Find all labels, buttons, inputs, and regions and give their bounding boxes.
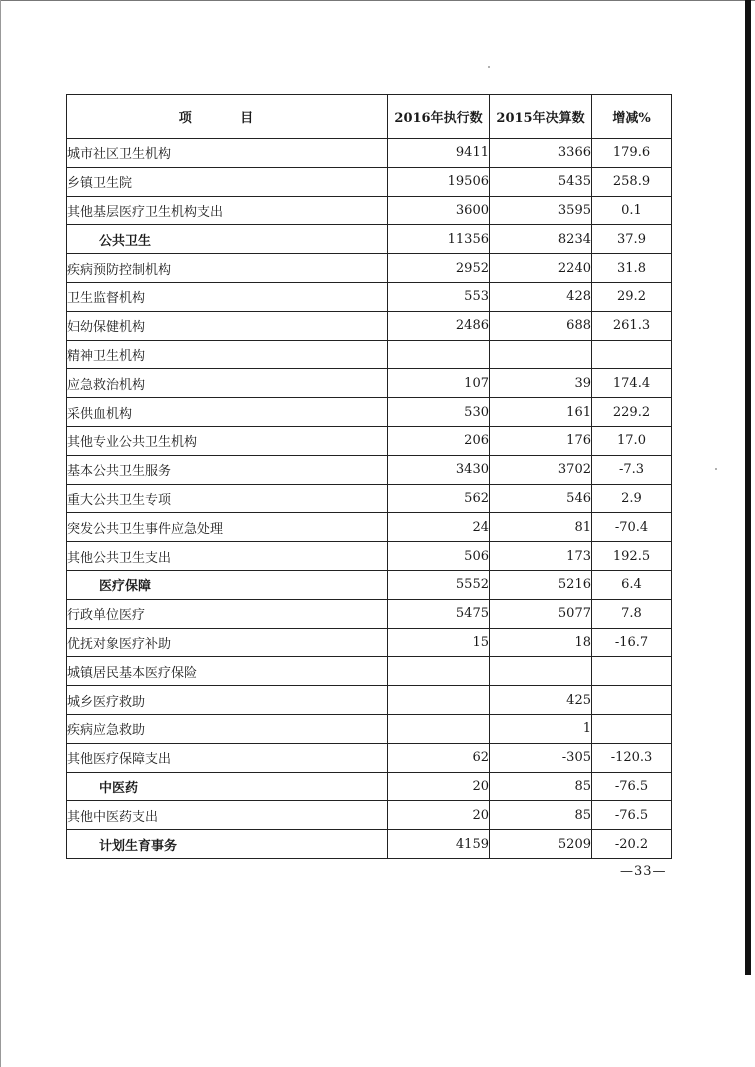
row-item-name: 基本公共卫生服务 [67,455,388,484]
scan-speck [488,66,490,68]
row-final-2015: 5435 [490,167,592,196]
budget-table [66,94,672,859]
page-right-binding-edge [745,0,751,975]
row-final-2015: -305 [490,743,592,772]
row-change-percent [592,686,672,715]
row-final-2015: 5216 [490,570,592,599]
row-change-percent [592,340,672,369]
page-number: —33— [620,864,667,879]
table-row [67,426,672,455]
row-final-2015: 3595 [490,196,592,225]
row-item-name: 中医药 [67,772,388,801]
row-exec-2016: 2486 [388,311,490,340]
row-item-name: 优抚对象医疗补助 [67,628,388,657]
table-row [67,657,672,686]
row-final-2015: 85 [490,801,592,830]
row-change-percent: -76.5 [592,772,672,801]
row-change-percent: -16.7 [592,628,672,657]
header-item: 项 目 [67,95,388,139]
row-item-name: 城乡医疗救助 [67,686,388,715]
row-exec-2016: 562 [388,484,490,513]
table-row [67,714,672,743]
row-change-percent: 31.8 [592,254,672,283]
row-final-2015: 176 [490,426,592,455]
row-item-name: 公共卫生 [67,225,388,254]
table-row [67,686,672,715]
table-row [67,801,672,830]
page-top-edge [0,0,755,1]
row-exec-2016: 107 [388,369,490,398]
row-final-2015: 428 [490,282,592,311]
row-item-name: 其他基层医疗卫生机构支出 [67,196,388,225]
row-exec-2016 [388,657,490,686]
row-change-percent: 179.6 [592,139,672,168]
row-exec-2016: 553 [388,282,490,311]
row-item-name: 乡镇卫生院 [67,167,388,196]
row-change-percent: 2.9 [592,484,672,513]
table-row [67,513,672,542]
row-final-2015: 2240 [490,254,592,283]
row-item-name: 精神卫生机构 [67,340,388,369]
row-item-name: 疾病应急救助 [67,714,388,743]
table-row [67,340,672,369]
row-change-percent: 7.8 [592,599,672,628]
row-final-2015: 5077 [490,599,592,628]
row-change-percent: 258.9 [592,167,672,196]
row-final-2015: 688 [490,311,592,340]
table-row [67,254,672,283]
row-exec-2016: 506 [388,542,490,571]
row-change-percent: 0.1 [592,196,672,225]
table-header-row [67,95,672,139]
row-change-percent: 192.5 [592,542,672,571]
row-final-2015: 173 [490,542,592,571]
row-item-name: 医疗保障 [67,570,388,599]
table-row [67,167,672,196]
header-final-2015: 2015年决算数 [490,95,592,139]
row-change-percent: 174.4 [592,369,672,398]
row-item-name: 卫生监督机构 [67,282,388,311]
category-row [67,225,672,254]
row-change-percent: -120.3 [592,743,672,772]
row-exec-2016: 3430 [388,455,490,484]
row-exec-2016: 15 [388,628,490,657]
row-exec-2016: 3600 [388,196,490,225]
table-row [67,398,672,427]
row-item-name: 其他医疗保障支出 [67,743,388,772]
row-exec-2016: 4159 [388,830,490,859]
row-final-2015 [490,340,592,369]
row-exec-2016: 2952 [388,254,490,283]
row-final-2015: 3366 [490,139,592,168]
row-item-name: 城市社区卫生机构 [67,139,388,168]
row-final-2015: 546 [490,484,592,513]
row-change-percent: -70.4 [592,513,672,542]
row-item-name: 其他专业公共卫生机构 [67,426,388,455]
table-row [67,369,672,398]
row-exec-2016: 5475 [388,599,490,628]
table-row [67,628,672,657]
row-change-percent: 261.3 [592,311,672,340]
row-final-2015: 85 [490,772,592,801]
row-item-name: 其他中医药支出 [67,801,388,830]
header-change-percent: 增减% [592,95,672,139]
row-item-name: 妇幼保健机构 [67,311,388,340]
page-left-edge [0,0,1,1067]
row-final-2015: 425 [490,686,592,715]
row-item-name: 应急救治机构 [67,369,388,398]
row-item-name: 采供血机构 [67,398,388,427]
row-item-name: 行政单位医疗 [67,599,388,628]
category-row [67,772,672,801]
row-final-2015: 18 [490,628,592,657]
row-exec-2016: 19506 [388,167,490,196]
row-change-percent: 229.2 [592,398,672,427]
table-body [67,139,672,859]
table-row [67,139,672,168]
table-row [67,599,672,628]
row-exec-2016 [388,340,490,369]
row-final-2015 [490,657,592,686]
row-change-percent: -20.2 [592,830,672,859]
table-row [67,196,672,225]
row-change-percent: 37.9 [592,225,672,254]
row-exec-2016: 20 [388,801,490,830]
row-exec-2016 [388,686,490,715]
row-change-percent: -76.5 [592,801,672,830]
table-row [67,282,672,311]
row-exec-2016: 9411 [388,139,490,168]
table-row [67,542,672,571]
row-final-2015: 81 [490,513,592,542]
row-change-percent: -7.3 [592,455,672,484]
row-final-2015: 5209 [490,830,592,859]
header-exec-2016: 2016年执行数 [388,95,490,139]
category-row [67,570,672,599]
row-item-name: 重大公共卫生专项 [67,484,388,513]
row-exec-2016: 62 [388,743,490,772]
row-exec-2016: 5552 [388,570,490,599]
row-final-2015: 3702 [490,455,592,484]
row-change-percent [592,714,672,743]
category-row [67,830,672,859]
row-exec-2016: 530 [388,398,490,427]
row-exec-2016: 24 [388,513,490,542]
row-final-2015: 1 [490,714,592,743]
scan-speck [715,468,717,470]
row-item-name: 计划生育事务 [67,830,388,859]
row-exec-2016: 206 [388,426,490,455]
row-final-2015: 39 [490,369,592,398]
row-final-2015: 161 [490,398,592,427]
row-final-2015: 8234 [490,225,592,254]
row-change-percent: 6.4 [592,570,672,599]
row-exec-2016: 20 [388,772,490,801]
row-item-name: 突发公共卫生事件应急处理 [67,513,388,542]
table-row [67,743,672,772]
row-item-name: 疾病预防控制机构 [67,254,388,283]
row-change-percent: 17.0 [592,426,672,455]
row-exec-2016: 11356 [388,225,490,254]
row-change-percent [592,657,672,686]
row-item-name: 城镇居民基本医疗保险 [67,657,388,686]
table-row [67,311,672,340]
table-row [67,484,672,513]
row-item-name: 其他公共卫生支出 [67,542,388,571]
row-change-percent: 29.2 [592,282,672,311]
row-exec-2016 [388,714,490,743]
table-row [67,455,672,484]
